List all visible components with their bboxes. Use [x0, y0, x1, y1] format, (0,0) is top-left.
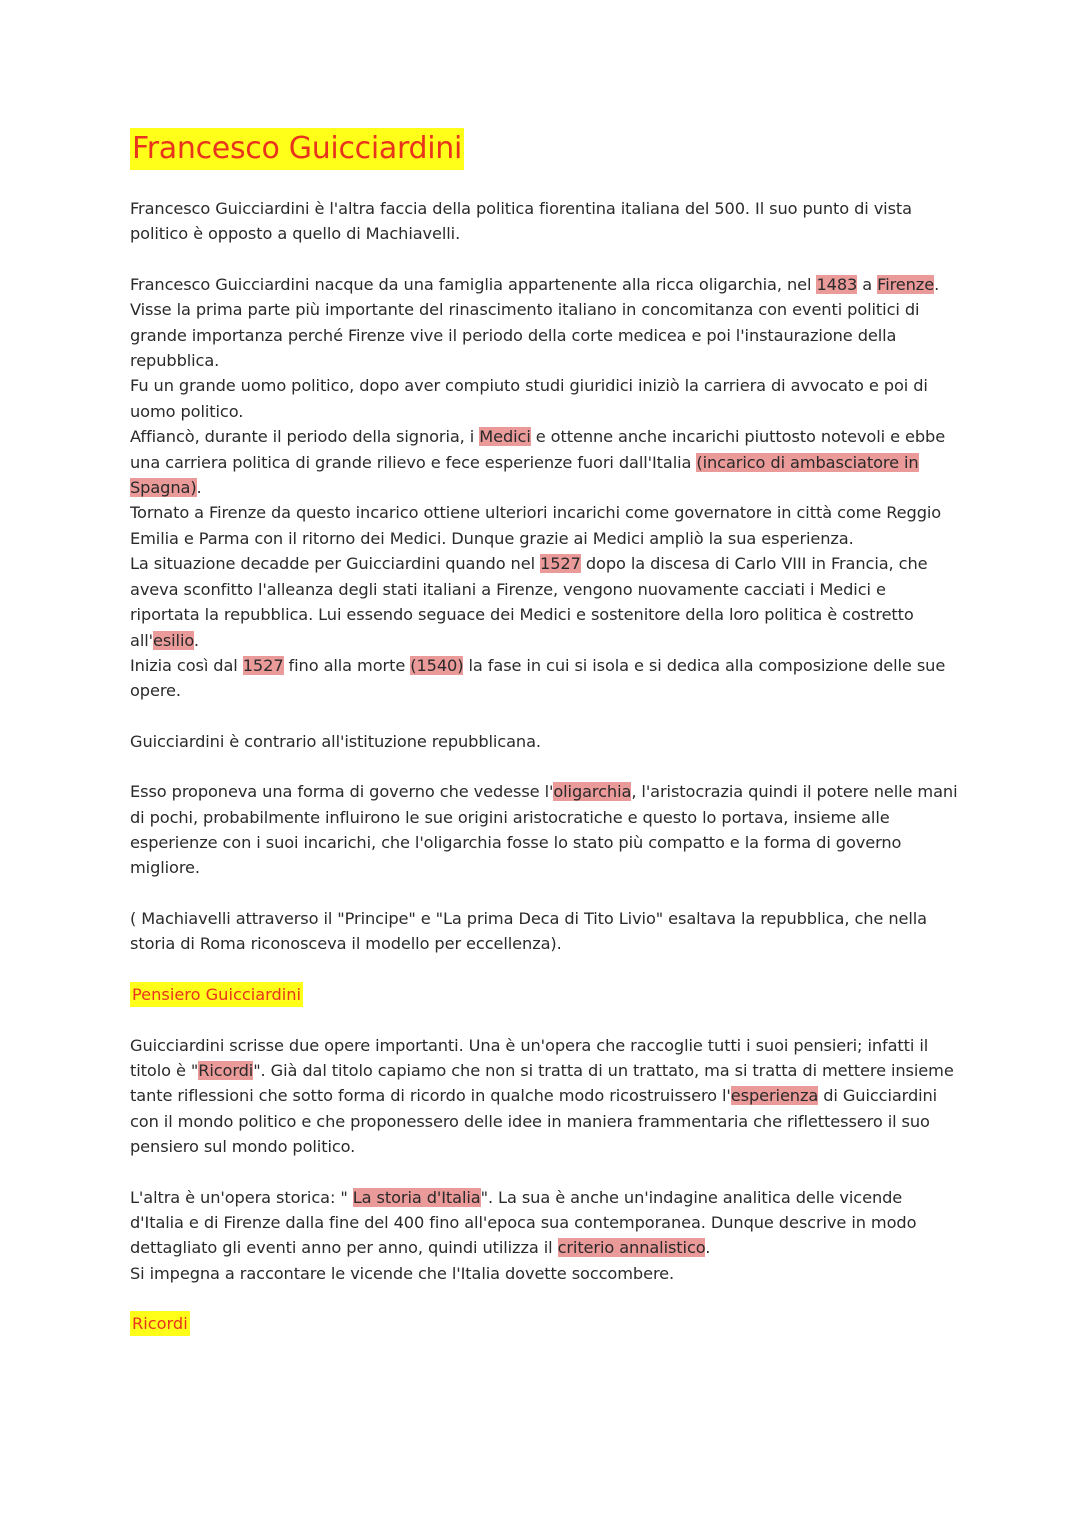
section-heading-ricordi: Ricordi: [130, 1311, 190, 1336]
bio-paragraph-3: [130, 373, 960, 424]
opere-paragraph: [130, 1033, 960, 1160]
highlight-year-1483: 1483: [816, 274, 858, 294]
storia-text: Si impegna a raccontare le vicende che l'Italia dovette soccombere.: [130, 1263, 675, 1283]
storia-paragraph-end: [130, 1261, 960, 1286]
bio-text: Francesco Guicciardini nacque da una famiglia appartenente alla ricca oligarchia, nel: [130, 274, 817, 294]
highlight-year-1527: 1527: [540, 554, 581, 574]
intro-paragraph: [130, 196, 960, 247]
opere-text: Guicciardini scrisse due opere importanti. Una è un'opera che raccoglie tutti i suoi pensieri; infatti il titolo è ": [130, 1035, 929, 1080]
bio-text: .: [934, 274, 940, 294]
oligarchia-text: Esso proponeva una forma di governo che vedesse l': [130, 782, 554, 802]
bio-text: .: [196, 478, 202, 498]
highlight-oligarchia: oligarchia: [553, 782, 632, 802]
bio-text: Fu un grande uomo politico, dopo aver compiuto studi giuridici iniziò la carriera di avvocato e poi di uomo politico.: [130, 376, 928, 421]
bio-text: Inizia così dal: [130, 655, 243, 675]
contrario-text: Guicciardini è contrario all'istituzione repubblicana.: [130, 731, 541, 751]
opere-text: ". Già dal titolo capiamo che non si tratta di un trattato, ma si tratta di mettere insieme tante riflessioni che sotto forma di ricordo in qualche modo ricostruissero l': [130, 1060, 954, 1106]
bio-text: .: [193, 630, 199, 650]
bio-paragraph-5: [130, 500, 960, 551]
bio-text: dopo la discesa di Carlo VIII in Francia, che aveva sconfitto l'alleanza degli stati italiani a Firenze, vengono nuovamente cacciati i Medici e riportata la repubblica. Lui essendo seguace dei Medici e sostenitore della loro politica è costretto all': [130, 554, 928, 650]
highlight-ambasciatore-spagna: (incarico di ambasciatore in Spagna): [130, 452, 919, 498]
bio-paragraph-1: [130, 272, 960, 297]
highlight-esilio: esilio: [152, 630, 194, 650]
storia-paragraph: [130, 1185, 960, 1261]
bio-paragraph-7: [130, 653, 960, 704]
highlight-medici: Medici: [479, 427, 531, 447]
oligarchia-text: , l'aristocrazia quindi il potere nelle mani di pochi, probabilmente influirono le sue origini aristocratiche e questo lo portava, insieme alle esperienze con i suoi incarichi, che l'oligarchia fosse lo stato più compatto e la forma di governo migliore.: [130, 782, 958, 878]
highlight-firenze: Firenze: [877, 274, 935, 294]
bio-paragraph-4: [130, 424, 960, 500]
highlight-criterio-annalistico: criterio annalistico: [557, 1238, 706, 1258]
storia-text: .: [705, 1238, 711, 1258]
highlight-ricordi: Ricordi: [198, 1060, 254, 1080]
intro-text: Francesco Guicciardini è l'altra faccia della politica fiorentina italiana del 500. Il suo punto di vista politico è opposto a quello di Machiavelli.: [130, 199, 912, 244]
bio-text: Affiancò, durante il periodo della signoria, i: [130, 427, 480, 447]
storia-text: ". La sua è anche un'indagine analitica delle vicende d'Italia e di Firenze dalla fine del 400 fino all'epoca sua contemporanea. Dunque descrive in modo dettagliato gli eventi anno per anno, quindi utilizza il: [130, 1187, 917, 1258]
contrario-paragraph: [130, 729, 960, 754]
bio-text: fino alla morte: [283, 655, 411, 675]
highlight-storia-d-italia: La storia d'Italia: [352, 1187, 481, 1207]
page-title: Francesco Guicciardini: [130, 128, 464, 170]
highlight-year-1540: (1540): [410, 655, 464, 675]
bio-paragraph-2: [130, 297, 960, 373]
machiavelli-note: [130, 906, 960, 957]
bio-text: e ottenne anche incarichi piuttosto notevoli e ebbe una carriera politica di grande rilievo e fece esperienze fuori dall'Italia: [130, 427, 946, 472]
bio-text: Tornato a Firenze da questo incarico ottiene ulteriori incarichi come governatore in città come Reggio Emilia e Parma con il ritorno dei Medici. Dunque grazie ai Medici ampliò la sua esperienza.: [130, 503, 942, 548]
bio-paragraph-6: [130, 551, 960, 653]
section-heading-pensiero: Pensiero Guicciardini: [130, 982, 303, 1007]
document-page: [130, 128, 960, 1362]
oligarchia-paragraph: [130, 779, 960, 881]
highlight-esperienza: esperienza: [730, 1086, 819, 1106]
bio-text: La situazione decadde per Guicciardini quando nel: [130, 554, 541, 574]
bio-text: la fase in cui si isola e si dedica alla composizione delle sue opere.: [130, 655, 946, 701]
machiavelli-note-text: ( Machiavelli attraverso il "Principe" e "La prima Deca di Tito Livio" esaltava la repubblica, che nella storia di Roma riconosceva il modello per eccellenza).: [130, 908, 927, 954]
storia-text: L'altra è un'opera storica: ": [130, 1187, 353, 1207]
highlight-year-1527: 1527: [242, 655, 284, 675]
opere-text: di Guicciardini con il mondo politico e che proponessero delle idee in maniera frammentaria che riflettessero il suo pensiero sul mondo politico.: [130, 1086, 938, 1157]
bio-text: a: [857, 274, 878, 294]
bio-text: Visse la prima parte più importante del rinascimento italiano in concomitanza con eventi politici di grande importanza perché Firenze vive il periodo della corte medicea e poi l'instaurazione della repubblica.: [130, 300, 920, 371]
